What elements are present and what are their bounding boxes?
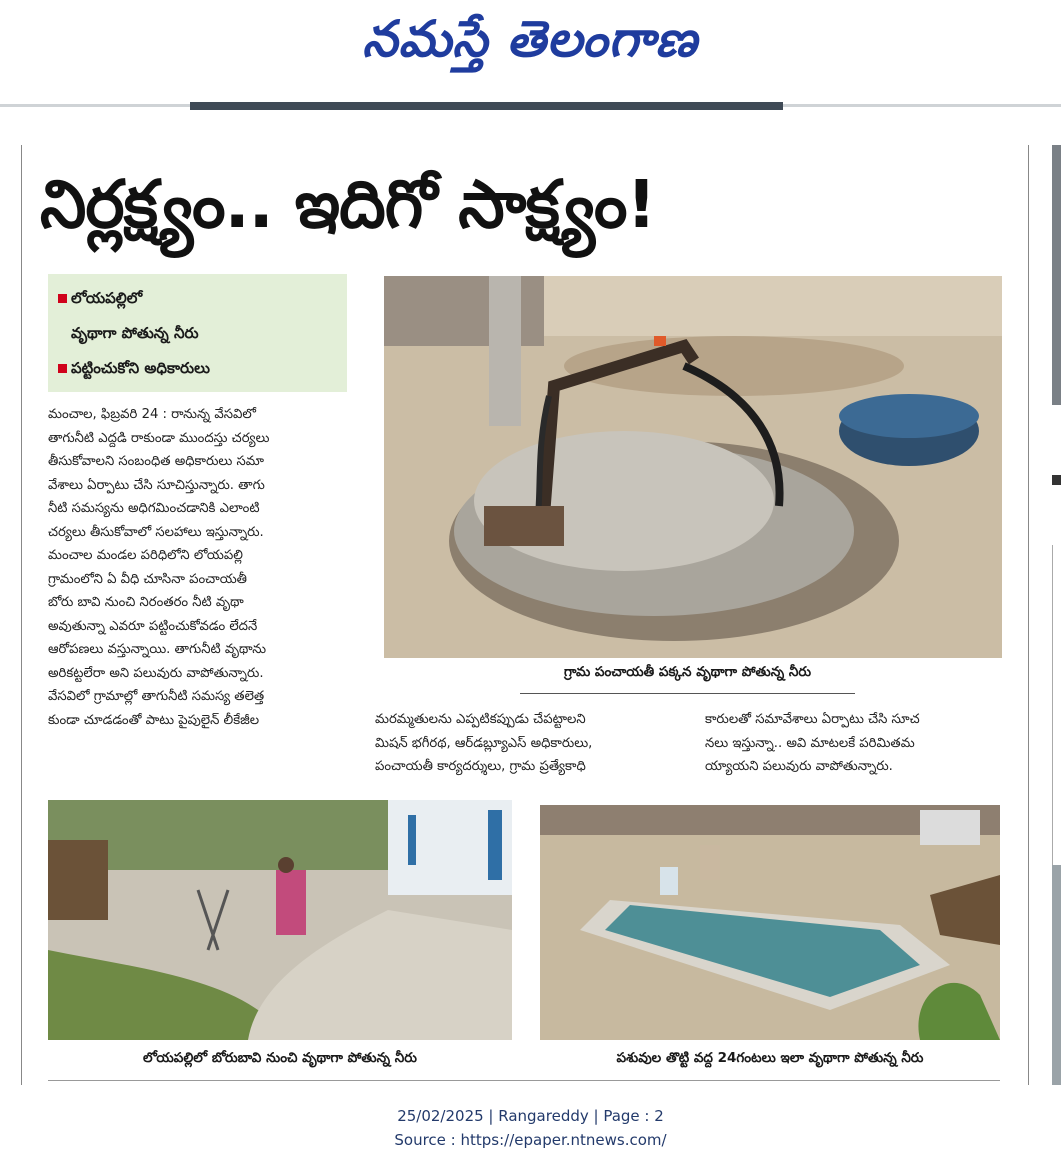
red-bullet-icon <box>58 294 67 303</box>
page-bottom-rule <box>48 1080 1000 1081</box>
caption-rule <box>520 693 855 694</box>
masthead <box>0 0 1061 100</box>
footer-source: Source : https://epaper.ntnews.com/ <box>394 1131 667 1149</box>
adjacent-article-edge <box>1052 145 1061 1085</box>
highlight-item: లోయపల్లిలో <box>58 286 142 310</box>
column-rule-left <box>21 145 22 1085</box>
article-body-column-1: మంచాల, ఫిబ్రవరి 24 : రానున్న వేసవిలో తాగునీటి ఎద్దడి రాకుండా ముందస్తు చర్యలు తీసుకోవాలని సంబంధిత అధికారులు సమా వేశాలు ఏర్పాటు చేసి సూచిస్తున్నారు. తాగు నీటి సమస్యను అధిగమించడానికి ఎలాంటి చర్యలు తీసుకోవాలో సలహాలు ఇస్తున్నారు. మంచాల మండల పరిధిలోని లోయపల్లి గ్రామంలోని ఏ వీధి చూసినా పంచాయతీ బోరు బావి నుంచి నిరంతరం నీటి వృథా అవుతున్నా ఎవరూ పట్టించుకోవడం లేదనే ఆరోపణలు వస్తున్నాయి. తాగునీటి వృథాను అరికట్టలేరా అని పలువురు వాపోతున్నారు. వేసవిలో గ్రామాల్లో తాగునీటి సమస్య తలెత్త కుండా చూడడంతో పాటు పైపులైన్ లీకేజీల <box>48 407 270 728</box>
bottom-right-photo-caption: పశువుల తొట్టి వద్ద 24గంటలు ఇలా వృథాగా పోతున్న నీరు <box>616 1050 924 1066</box>
masthead-accent-bar <box>190 102 783 110</box>
page-footer <box>0 1104 1061 1152</box>
highlight-item: వృథాగా పోతున్న నీరు <box>71 324 199 342</box>
column-rule-right <box>1028 145 1029 1085</box>
article-body-column-2: మరమ్మతులను ఎప్పటికప్పుడు చేపట్టాలని మిషన్ భగీరథ, ఆర్‌డబ్ల్యూఎస్ అధికారులు, పంచాయతీ కార్యదర్శులు, గ్రామ ప్రత్యేకాధి <box>375 712 593 774</box>
highlight-item: పట్టించుకోని అధికారులు <box>58 356 210 380</box>
photo-borewell-lane <box>48 800 512 1040</box>
red-bullet-icon <box>58 364 67 373</box>
bottom-left-photo-caption: లోయపల్లిలో బోరుబావి నుంచి వృథాగా పోతున్న నీరు <box>143 1050 417 1066</box>
article-body-column-3: కారులతో సమావేశాలు ఏర్పాటు చేసి సూచ నలు ఇస్తున్నా.. అవి మాటలకే పరిమితమ య్యాయని పలువురు వాపోతున్నారు. <box>705 712 920 774</box>
main-photo-caption: గ్రామ పంచాయతీ పక్కన వృథాగా పోతున్న నీరు <box>563 664 812 680</box>
photo-cattle-trough <box>540 805 1000 1040</box>
article-headline: నిర్లక్ష్యం.. ఇదిగో సాక్ష్యం! <box>40 166 656 243</box>
footer-date-edition: 25/02/2025 | Rangareddy | Page : 2 <box>397 1107 664 1125</box>
highlights-box <box>48 274 347 392</box>
newspaper-logo: నమస్తే తెలంగాణ <box>362 9 698 68</box>
main-photo-leaking-tap <box>384 276 1002 658</box>
